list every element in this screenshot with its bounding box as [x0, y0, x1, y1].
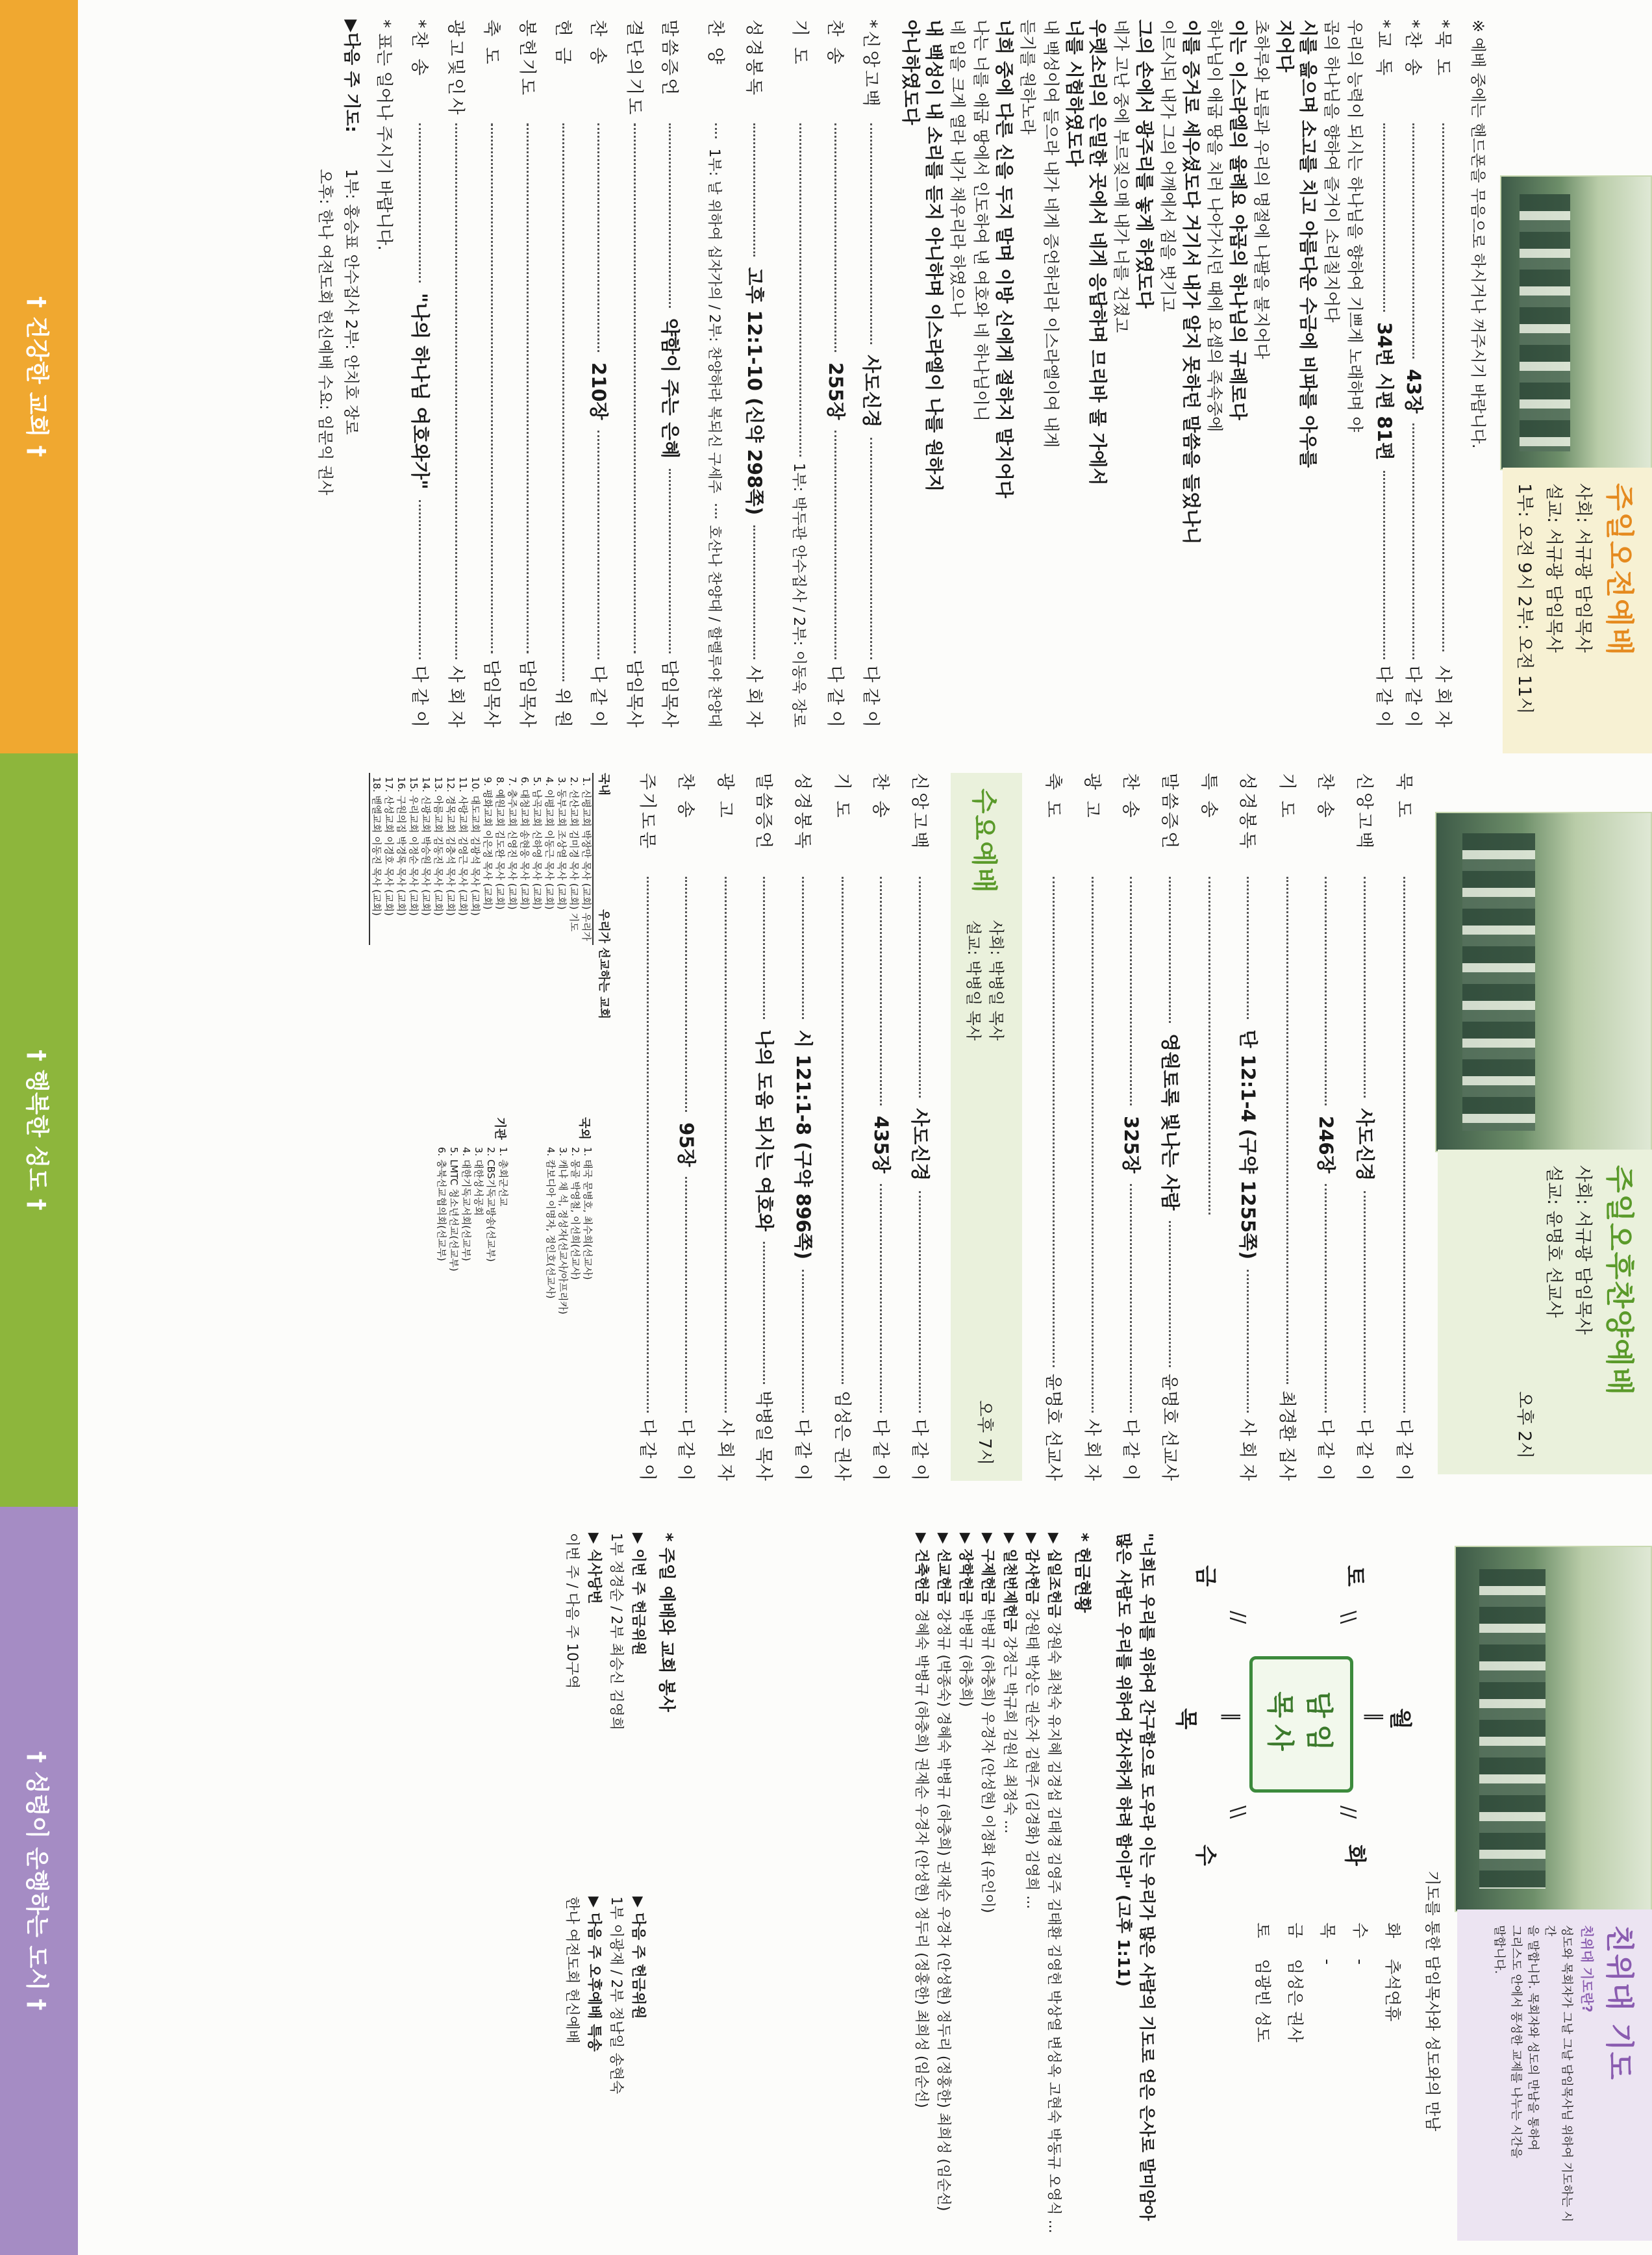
next-prayer-label: ▶다음 주 기도: — [342, 19, 361, 133]
ring-day: 토 — [1342, 1565, 1368, 1587]
order-row: 찬 송 210장 다 같 이 — [588, 19, 610, 728]
order-row: 말씀증언 나의 도움 되시는 여호와 박병일 목사 — [753, 773, 775, 1481]
afternoon-header — [1438, 1150, 1652, 1474]
morning-header — [1503, 468, 1652, 753]
offering-item: ▶ 십일조헌금 강원숙 최천숙 유지혜 김경섭 김태경 김영주 김태환 김영헌 박상열 변성옥 고현숙 박동규 오영식 ... — [1045, 1533, 1062, 2234]
phone-notice: ※ 예배 중에는 핸드폰을 무음으로 하시거나 꺼주시기 바랍니다. — [1469, 19, 1487, 449]
ring-day: 월 — [1387, 1708, 1413, 1730]
mission-domestic-title: 국내 — [597, 773, 610, 796]
next-prayer: 1부: 홍승표 안수집사 2부: 안치호 장로 — [342, 169, 360, 435]
mission-foreign-table: 1. 태국 문병호, 최수희(선교사) 2. 몽골 박영철, 이선희(선교사) 3. 캐냐 채 석, 정성자(선교사/아프리카) 4. 캄보디아 이명자, 정인호(선교사) — [545, 1147, 594, 1315]
order-row: 찬 송 246장 다 같 이 — [1315, 773, 1337, 1481]
order-row: 광 고 사 회 자 — [715, 773, 735, 1481]
order-row: 기 도 1부: 박두관 안수집사 / 2부: 이동욱 장로 — [790, 19, 810, 727]
order-row: 찬 송 255장 다 같 이 — [825, 19, 847, 728]
morning-times: 1부: 오전 9시 2부: 오전 11시 — [1514, 483, 1534, 714]
wed-title: 수요예배 — [969, 788, 999, 894]
order-row: 기 도 임성은 권사 — [832, 773, 852, 1481]
order-row: 성경봉독 고후 12:1-10 (신약 298쪽) 사 회 자 — [744, 19, 766, 728]
order-row: *교 독 34번 시편 81편 다 같 이 — [1373, 19, 1395, 728]
mission-domestic-table: 1. 신평교회 박장만 목사 (교회) 우리가 2. 선산교회 김미경 목사 (교회) 기도 3. 동부교회 조상열 목사 (교회) 4. 이평교회 이동근 목사 (교회) 5. 남곡교회 신하영 목사 (교회) 6. 대청교회 송현웅 목사 (교회) 7. 충주교회 신영진 목사 (교회) 8. 예원교회 김도완 목사 (교회) 9. 평화교회 이은정 목사 (교회) 10. 대도교회 김광석 목사 (교회) 11. 사랑교회 김영근 목사 (교회) 12. 경목교회 김충석 목사 (교회) 13. 아름교회 김동진 목사 (교회) 14. 신광교회 박승원 목사 (교회) 15. 우리교회 이정순 목사 (교회) 16. 구원의집 박경록 목사 (교회) 17. 산성교회 이경호 목사 (교회) 18. 벧엘교회 이동진 목사 (교회) — [369, 773, 594, 945]
service-news-right: ▶ 다음 주 헌금위원 1부 이광재 / 2부 정남일 송현숙 ▶ 다음 주 오후예배 특송 한나 여전도회 헌신예배 — [564, 1896, 646, 2095]
order-row: 헌 금 위 원 — [553, 19, 573, 727]
ring-day: 목 — [1173, 1708, 1199, 1730]
arrow-icon: ∥ — [1363, 1712, 1386, 1722]
offering-item: ▶ 장학헌금 박병규 (하충희) — [957, 1533, 973, 1707]
afternoon-preacher: 설교: 윤명호 선교사 — [1544, 1165, 1564, 1318]
band-spirit-city: † 성령이 운행하는 도시 † — [0, 1507, 78, 2255]
responsive-reading: 우리의 능력이 되시는 하나님을 향하여 기쁘게 노래하며 야 곱의 하나님을 향하여 즐거이 소리칠지어다 시를 읊으며 소고를 치고 아름다운 수금에 비파를 아우를 지어다 초하루와 보름과 우리의 명절에 나팔을 불지어다 이는 이스라엘의 율례요 야곱의 하나님의 규례로다 하나님이 애굽 땅을 치러 나아가시던 때에 요셉의 족속중에 이를 증거로 세우셨도다 거기서 내가 알지 못하던 말씀을 들었나니 이르시되 내가 그의 어깨에서 짐을 벗기고 그의 손에서 광주리를 놓게 하였도다 네가 고난 중에 부르짖으매 내가 너를 건졌고 우렛소리의 은밀한 곳에서 네게 응답하며 므리바 물 가에서 너를 시험하였도다 내 백성이여 들으라 내가 네게 증언하리라 이스라엘이여 내게 듣기를 원하노라 너희 중에 다른 신을 두지 말며 이방 신에게 절하지 말지어다 나는 너를 애굽 땅에서 인도하여 낸 여호와 네 하나님이니 네 입을 크게 열라 내가 채우리라 하였으나 내 백성이 내 소리를 듣지 아니하며 이스라엘이 나를 원하지 아니하였도다 — [900, 19, 1364, 545]
afternoon-service-panel — [0, 753, 1652, 1507]
wed-preacher: 설교: 박병일 목사 — [964, 920, 982, 1041]
offering-item: ▶ 건축헌금 경혜숙 박병규 (하충희) 권재순 우경자 (안성현) 정두리 (정홍한) 최희성 (임순선) — [913, 1533, 929, 2108]
service-news-left: ▶ 이번 주 헌금위원 1부 정경순 / 2부 최승신 김영희 ▶ 식사당번 이번 주 / 다음 주 10구역 — [564, 1533, 646, 1731]
morning-title: 주일오전예배 — [1603, 483, 1636, 657]
offering-item: ▶ 구제헌금 박병규 (하충희) 우경자 (안성현) 이정화 (유인이) — [979, 1533, 995, 1913]
afternoon-leader: 사회: 서규광 담임목사 — [1573, 1165, 1593, 1335]
arrow-icon: // — [1227, 1611, 1249, 1624]
offering-list — [910, 1533, 1064, 2234]
prayer-description: 성도와 목회자가 그날 그날 담임목사님 위하여 기도하는 시간 을 말합니다. 목회자와 성도의 만남을 통하여 그리스도 안에서 풍성한 교제를 나누는 시간을 말합니다. — [1492, 1925, 1573, 2223]
mission-title: 우리가 선교하는 교회 — [597, 909, 610, 1020]
band-happy-saints: † 행복한 성도 † — [0, 753, 78, 1507]
ring-day: 화 — [1342, 1845, 1368, 1866]
week-row: 화 추석연휴 — [1383, 1922, 1402, 2022]
choir-photo — [1500, 175, 1652, 470]
order-row: 광 고 사 회 자 — [1082, 773, 1102, 1481]
mission-org-title: 기관 — [493, 1117, 507, 1140]
prayer-intro: 기도를 통한 담임목사와 성도와의 만남 — [1423, 1871, 1442, 2132]
service-news-title: * 주일 예배와 교회 봉사 — [657, 1533, 676, 1712]
order-row: 찬 양 1부: 날 위하여 십자가의 / 2부: 찬양하라 복되신 구세주 호산나 찬양대 / 할렐루야 찬양대 — [705, 19, 725, 728]
order-row: 성경봉독 단 12:1-4 (구약 1255쪽) 사 회 자 — [1237, 773, 1259, 1481]
week-row: 수 - — [1351, 1922, 1370, 1965]
mission-foreign-title: 국외 — [577, 1117, 591, 1140]
offering-item: ▶ 선교헌금 강정규 (박종숙) 경혜숙 박병규 (하충희) 권재순 우경자 (안성현) 정두리 (정홍한) 최희성 (임순선) — [935, 1533, 951, 2211]
mission-org-table: 1. 총회군선교 2. CBS기독교방송(선교부) 3. 대한성서공회 4. 대한기독교서회(선교부) 5. LMTC 청소년선교(선교부) 6. 충북선교협의회(선교부) — [436, 1147, 509, 1272]
order-row: 결단의기도 담임목사 — [624, 19, 644, 727]
arrow-icon: \\ — [1227, 1806, 1249, 1819]
next-prayer-2: 오후: 한나 여전도회 헌신예배 수요: 임문익 권사 — [316, 169, 334, 496]
arrow-icon: // — [1337, 1806, 1360, 1819]
morning-leader: 사회: 서규광 담임목사 — [1573, 483, 1593, 653]
order-row: *묵 도 사 회 자 — [1433, 19, 1453, 727]
order-row: 찬 송 95장 다 같 이 — [675, 773, 697, 1481]
order-row: 축 도 윤명호 선교사 — [1043, 773, 1063, 1481]
fellowship-photo — [1455, 1546, 1652, 1912]
order-row: 찬 송 325장 다 같 이 — [1120, 773, 1142, 1481]
prayer-title: 친위대 기도 — [1603, 1925, 1636, 2081]
order-row: *찬 송 43장 다 같 이 — [1403, 19, 1425, 728]
afternoon-title: 주일오후찬양예배 — [1603, 1165, 1636, 1397]
pastor-center-box: 담임 목사 — [1249, 1656, 1353, 1793]
offering-item: ▶ 감사헌금 강원태 박상은 권순자 김현주 (김경화) 김영희 ... — [1023, 1533, 1040, 1909]
ring-day: 수 — [1192, 1845, 1218, 1866]
band-healthy-church: † 건강한 교회 † — [0, 0, 78, 753]
order-row: 성경봉독 시 121:1-8 (구약 896쪽) 다 같 이 — [792, 773, 814, 1481]
order-row: 축 도 담임목사 — [481, 19, 501, 727]
order-row: 기 도 최경환 집사 — [1277, 773, 1297, 1481]
order-row: 말씀증언 영원토록 빛나는 사람 윤명호 선교사 — [1159, 773, 1181, 1481]
order-row: 신앙고백 사도신경 다 같 이 — [1354, 773, 1376, 1481]
prayer-header — [1457, 1909, 1652, 2241]
order-row: 찬 송 435장 다 같 이 — [870, 773, 892, 1481]
prayer-question: 친위대 기도란? — [1579, 1925, 1595, 2013]
standing-note: * 표는 일어나 주시기 바랍니다. — [374, 19, 394, 251]
prayer-ring-diagram — [1171, 1546, 1431, 1896]
order-row: 신앙고백 사도신경 다 같 이 — [909, 773, 931, 1481]
order-row: 주기도문 다 같 이 — [637, 773, 657, 1481]
week-row: 금 임성은 권사 — [1286, 1922, 1305, 2043]
wed-leader: 사회: 박병일 목사 — [987, 920, 1005, 1041]
prayer-verse: "너희도 우리를 위하여 간구함으로 도우라 이는 우리가 많은 사람의 기도로 얻은 은사로 말미암아 많은 사람도 우리를 위하여 감사하게 하려 함이라" (고후 1:11) — [1114, 1533, 1157, 2221]
offering-item: ▶ 일천번제헌금 강정근 박규희 김원석 최정숙 ... — [1001, 1533, 1018, 1834]
arrow-icon: ∥ — [1220, 1712, 1243, 1722]
wed-header — [951, 773, 1022, 1481]
arrow-icon: \\ — [1337, 1611, 1360, 1624]
week-row: 토 임광빈 성도 — [1253, 1922, 1272, 2043]
order-row: *신앙고백 사도신경 다 같 이 — [860, 19, 882, 728]
order-row: 특 송 — [1198, 773, 1223, 1481]
week-row: 목 - — [1318, 1922, 1337, 1965]
order-row: 광고및인사 사 회 자 — [445, 19, 466, 727]
ring-day: 금 — [1192, 1565, 1218, 1587]
order-row: 묵 도 다 같 이 — [1394, 773, 1414, 1481]
wed-time: 오후 7시 — [975, 1400, 995, 1465]
morning-preacher: 설교: 서규광 담임목사 — [1544, 483, 1564, 653]
morning-service-panel — [0, 0, 1652, 753]
prayer-panel — [0, 1507, 1652, 2255]
order-row: *찬 송 "나의 하나님 여호와가" 다 같 이 — [409, 19, 431, 727]
afternoon-time: 오후 2시 — [1514, 1391, 1534, 1459]
offering-title: * 헌금현황 — [1072, 1533, 1092, 1613]
praise-photo — [1435, 812, 1652, 1152]
order-row: 말씀증언 약함이 주는 은혜 담임목사 — [659, 19, 681, 727]
order-row: 봉헌기도 담임목사 — [517, 19, 537, 727]
